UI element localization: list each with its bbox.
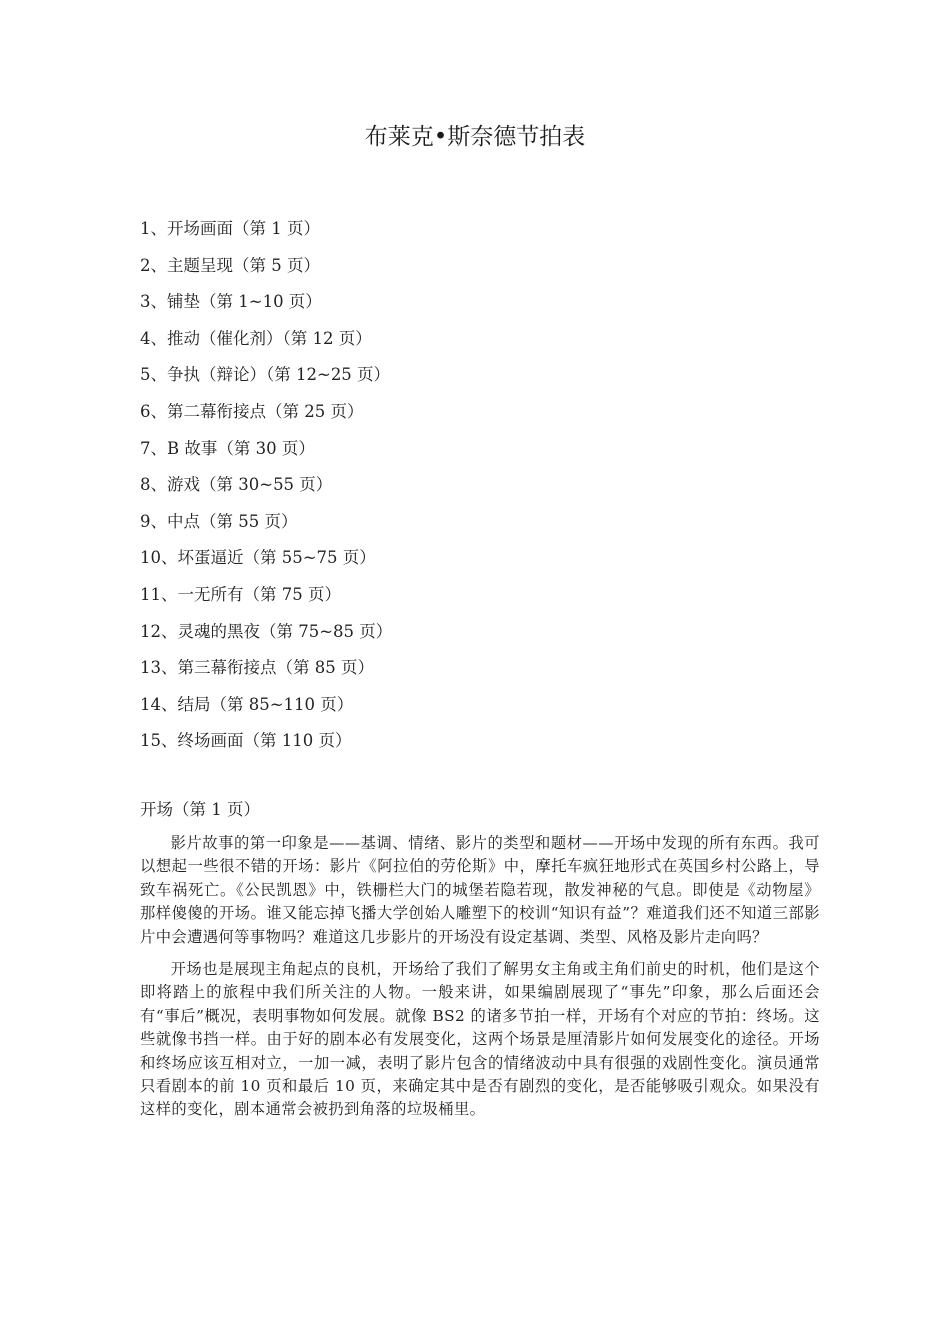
paragraph: 开场也是展现主角起点的良机，开场给了我们了解男女主角或主角们前史的时机，他们是这个即将踏上的旅程中我们所关注的人物。一般来讲，如果编剧展现了“事先”印象，那么后面还会有“事后”概况，表明事物如何发展。就像 BS2 的诸多节拍一样，开场有个对应的节拍：终场。这些就像书挡一样。由于好的剧本必有发展变化，这两个场景是厘清影片如何发展变化的途径。开场和终场应该互相对立，一加一减，表明了影片包含的情绪波动中具有很强的戏剧性变化。演员通常只看剧本的前 10 页和最后 10 页，来确定其中是否有剧烈的变化，是否能够吸引观众。如果没有这样的变化，剧本通常会被扔到角落的垃圾桶里。 bbox=[140, 960, 820, 1119]
paragraph: 影片故事的第一印象是——基调、情绪、影片的类型和题材——开场中发现的所有东西。我可以想起一些很不错的开场：影片《阿拉伯的劳伦斯》中，摩托车疯狂地形式在英国乡村公路上，导致车祸死亡。《公民凯恩》中，铁栅栏大门的城堡若隐若现，散发神秘的气息。即使是《动物屋》那样傻傻的开场。谁又能忘掉飞播大学创始人雕塑下的校训“知识有益”？难道我们还不知道三部影片中会遭遇何等事物吗？难道这几步影片的开场没有设定基调、类型、风格及影片走向吗？ bbox=[140, 834, 820, 946]
list-item: 4、推动（催化剂）（第 12 页） bbox=[140, 328, 372, 348]
list-item: 2、主题呈现（第 5 页） bbox=[140, 255, 320, 275]
list-item: 13、第三幕衔接点（第 85 页） bbox=[140, 658, 374, 678]
list-item: 12、灵魂的黑夜（第 75~85 页） bbox=[140, 621, 393, 641]
list-item: 9、中点（第 55 页） bbox=[140, 511, 298, 531]
list-item: 8、游戏（第 30~55 页） bbox=[140, 475, 333, 495]
beat-sheet-list bbox=[140, 211, 392, 760]
list-item: 3、铺垫（第 1~10 页） bbox=[140, 292, 322, 312]
list-item: 5、争执（辩论）（第 12~25 页） bbox=[140, 365, 391, 385]
list-item: 11、一无所有（第 75 页） bbox=[140, 584, 341, 604]
list-item: 15、终场画面（第 110 页） bbox=[140, 731, 352, 751]
section-body bbox=[140, 832, 820, 1131]
section-heading: 开场（第 1 页） bbox=[140, 800, 260, 819]
list-item: 1、开场画面（第 1 页） bbox=[140, 219, 320, 238]
list-item: 14、结局（第 85~110 页） bbox=[140, 694, 354, 714]
list-item: 6、第二幕衔接点（第 25 页） bbox=[140, 401, 364, 421]
list-item: 10、坏蛋逼近（第 55~75 页） bbox=[140, 548, 376, 568]
list-item: 7、B 故事（第 30 页） bbox=[140, 438, 315, 458]
document-title: 布莱克•斯奈德节拍表 bbox=[364, 124, 586, 150]
